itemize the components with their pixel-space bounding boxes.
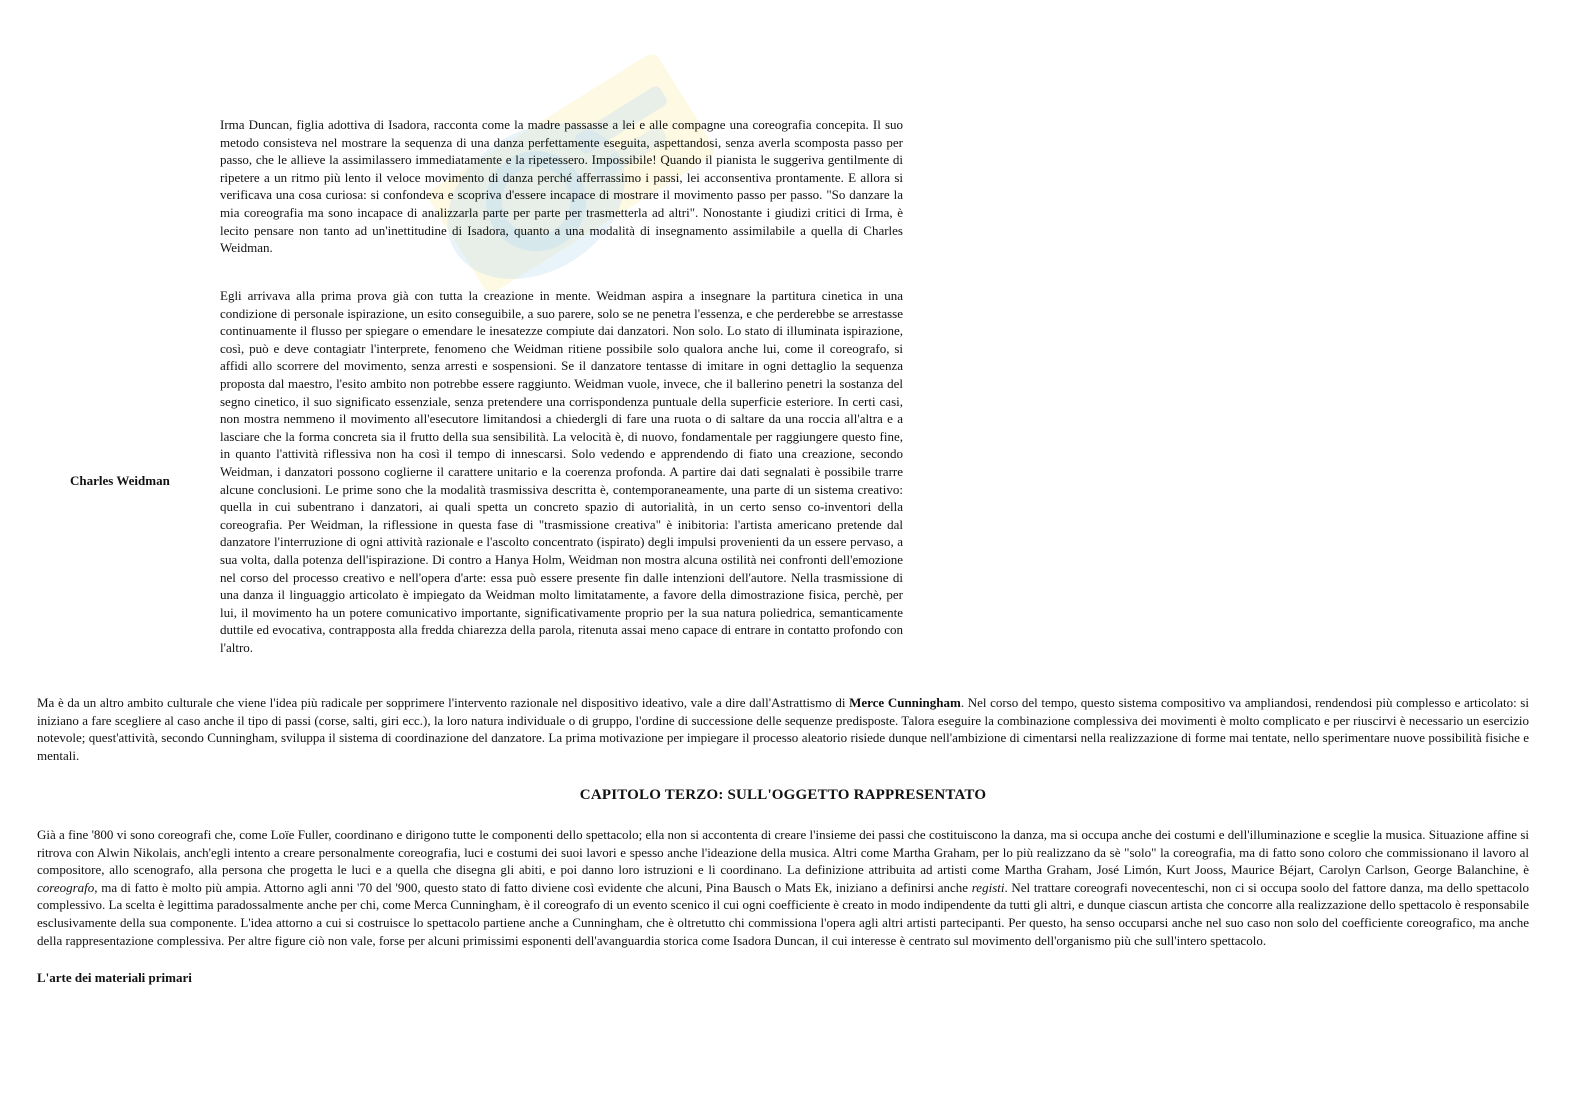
paragraph-text: Irma Duncan, figlia adottiva di Isadora, racconta come la madre passasse a lei e alle compagne una coreografia concepita. Il suo metodo consisteva nel mostrare la sequenza di una danza perfettamente eseguita, aspettandosi, senza averla scomposta passo per passo, che le allieve la assimilassero immediatamente e la ripetessero. Impossibile! Quando il pianista le suggeriva gentilmente di ripetere a un ritmo più lento il veloce movimento di danza perché afferrassimo i passi, lei acconsentiva prontamente. E allora si verificava una cosa curiosa: si confondeva e scopriva d'essere incapace di mostrare il movimento passo per passo. "So danzare la mia coreografia ma sono incapace di analizzarla parte per parte per trasmetterla ad altri". Nonostante i giudizi critici di Irma, è lecito pensare non tanto ad un'inettitudine di Isadora, quanto a una modalità di insegnamento assimilabile a quella di Charles Weidman.: [220, 117, 903, 256]
chapter-title: CAPITOLO TERZO: SULL'OGGETTO RAPPRESENTATO: [579, 787, 987, 803]
text-run: . Nel corso del tempo, questo sistema compositivo va ampliandosi, rendendosi più complesso e articolato: si iniziano a fare scegliere al caso anche il tipo di passi (corse, salti, giri ecc.), la loro natura individuale o di gruppo, l'ordine di successione delle sequenze predisposte. Talora eseguire la combinazione complessiva dei movimenti è molto complicato e per riuscirvi è necessario un esercizio notevole; quest'attività, secondo Cunningham, sviluppa il sistema di coordinazione del danzatore. La prima motivazione per impiegare il processo aleatorio risiede dunque nell'ambizione di cimentarsi nella realizzazione di forme mai tentate, nello sperimentare nuove possibilità fisiche e mentali.: [37, 695, 1529, 763]
paragraph-cunningham: [37, 694, 1529, 764]
text-run: , ma di fatto è molto più ampia. Attorno agli anni '70 del '900, questo stato di fatto diviene così evidente che alcuni, Pina Bausch o Mats Ek, iniziano a definirsi anche: [94, 879, 972, 895]
paragraph-text: [37, 826, 1529, 949]
text-run: . Nel trattare coreografi novecenteschi, non ci si occupa soolo del fattore danza, ma dello spettacolo complessivo. La scelta è legittima paradossalmente anche per chi, come Merca Cunningham, è il coreografo di un evento scenico il cui ogni coefficiente è creato in modo indipendente da tutti gli altri, e dunque ciascun artista che concorre alla realizzazione dello spettacolo è responsabile esclusivamente della sua componente. L'idea attorno a cui si costruisce lo spettacolo partiene anche a Cunningham, che è oltretutto chi commissiona l'opera agli altri artisti partecipanti. Per questo, ha senso occuparsi anche nel suo caso non solo del coefficiente coreografico, ma anche della rappresentazione complessiva. Per altre figure ciò non vale, forse per alcuni primissimi esponenti dell'avanguardia storica come Isadora Duncan, il cui interesse è centrato sul movimento dell'organismo più che sull'intero spettacolo.: [37, 879, 1529, 948]
paragraph-text: Egli arrivava alla prima prova già con tutta la creazione in mente. Weidman aspira a insegnare la partitura cinetica in una condizione di personale ispirazione, un esito conseguibile, a suo parere, solo se ne penetra l'essenza, e che perderebbe se arrestasse continuamente il flusso per spiegare o emendare le inesatezze compiute dai danzatori. Non solo. Lo stato di illuminata ispirazione, così, può e deve contagiatr l'interprete, fenomeno che Weidman ritiene possibile solo qualora anche lui, come il coreografo, si affidi allo scorrere del movimento, senza arresti e sospensioni. Se il danzatore tentasse di imitare in ogni dettaglio la sequenza proposta dal maestro, l'esito ambito non potrebbe essere raggiunto. Weidman vuole, invece, che il ballerino penetri la sostanza del segno cinetico, il suo significato essenziale, senza pretendere una corrispondenza puntuale della superficie esteriore. In certi casi, non mostra nemmeno il movimento all'esecutore limitandosi a chiedergli di fare una ruota o di saltare da una roccia all'altra e a lasciare che la forma concreta sia il frutto della sua sensibilità. La velocità è, di nuovo, fondamentale per raggiungere questo fine, in quanto l'attività riflessiva non ha così il tempo di innescarsi. Solo vedendo e apprendendo di fiato una creazione, secondo Weidman, i danzatori possono coglierne il carattere unitario e la coerenza profonda. A partire dai dati segnalati è possibile trarre alcune conclusioni. Le prime sono che la modalità trasmissiva descritta è, contemporaneamente, una parte di un sistema creativo: quella in cui subentrano i danzatori, ai quali spetta un concreto spazio di autorialità, in un certo senso co-inventori della coreografia. Per Weidman, la riflessione in questa fase di "trasmissione creativa" è inibitoria: l'artista americano pretende dal danzatore l'interruzione di ogni attività razionale e l'ascolto concentrato (ispirato) degli impulsi provenienti da un essere pervaso, a sua volta, dalla potenza dell'ispirazione. Di contro a Hanya Holm, Weidman non mostra alcuna ostilità nei confronti dell'emozione nel corso del processo creativo e nell'opera d'arte: essa può essere presente fin dalle intenzioni dell'autore. Nella trasmissione di una danza il linguaggio articolato è impiegato da Weidman molto limitatamente, a favore della dimostrazione fisica, perchè, per lui, il movimento ha un potere comunicativo importante, significativamente proprio per la sua natura poliedrica, semanticamente duttile ed evocativa, contrapposta alla fredda chiarezza della parola, ritenuta assai meno capace di entrare in contatto profondo con l'altro.: [220, 288, 903, 655]
bold-name: Merce Cunningham: [849, 695, 961, 710]
paragraph-weidman: [220, 287, 903, 656]
text-run: Ma è da un altro ambito culturale che viene l'idea più radicale per sopprimere l'intervento razionale nel dispositivo ideativo, vale a dire dall'Astrattismo di: [37, 695, 850, 710]
paragraph-chapter-intro: [37, 826, 1529, 949]
paragraph-text: [37, 694, 1529, 764]
italic-term: registi: [971, 879, 1005, 895]
paragraph-irma-duncan: [220, 116, 903, 257]
text-run: Già a fine '800 vi sono coreografi che, come Loïe Fuller, coordinano e dirigono tutte le componenti dello spettacolo; ella non si accontenta di creare l'insieme dei passi che costituiscono la danza, ma si occupa anche dei costumi e dell'illuminazione e sceglie la musica. Situazione affine si ritrova con Alwin Nikolais, anch'egli intento a creare personalmente coreografia, luci e costumi dei suoi lavori e spesso anche l'ideazione della musica. Altri come Martha Graham, per lo più realizzano da sè "solo" la coreografia, ma di fatto sono coloro che commissionano il lavoro al compositore, allo scenografo, alla persona che progetta le luci e a quella che disegna gli abiti, e poi danno loro istruzioni e li coordinano. La definizione attribuita ad artisti come Martha Graham, José Limón, Kurt Jooss, Maurice Béjart, Carolyn Carlson, George Balanchine, è: [37, 827, 1529, 878]
section-subheading: L'arte dei materiali primari: [37, 970, 192, 985]
italic-term: coreografo: [37, 879, 95, 895]
side-label-charles-weidman: Charles Weidman: [70, 473, 170, 488]
